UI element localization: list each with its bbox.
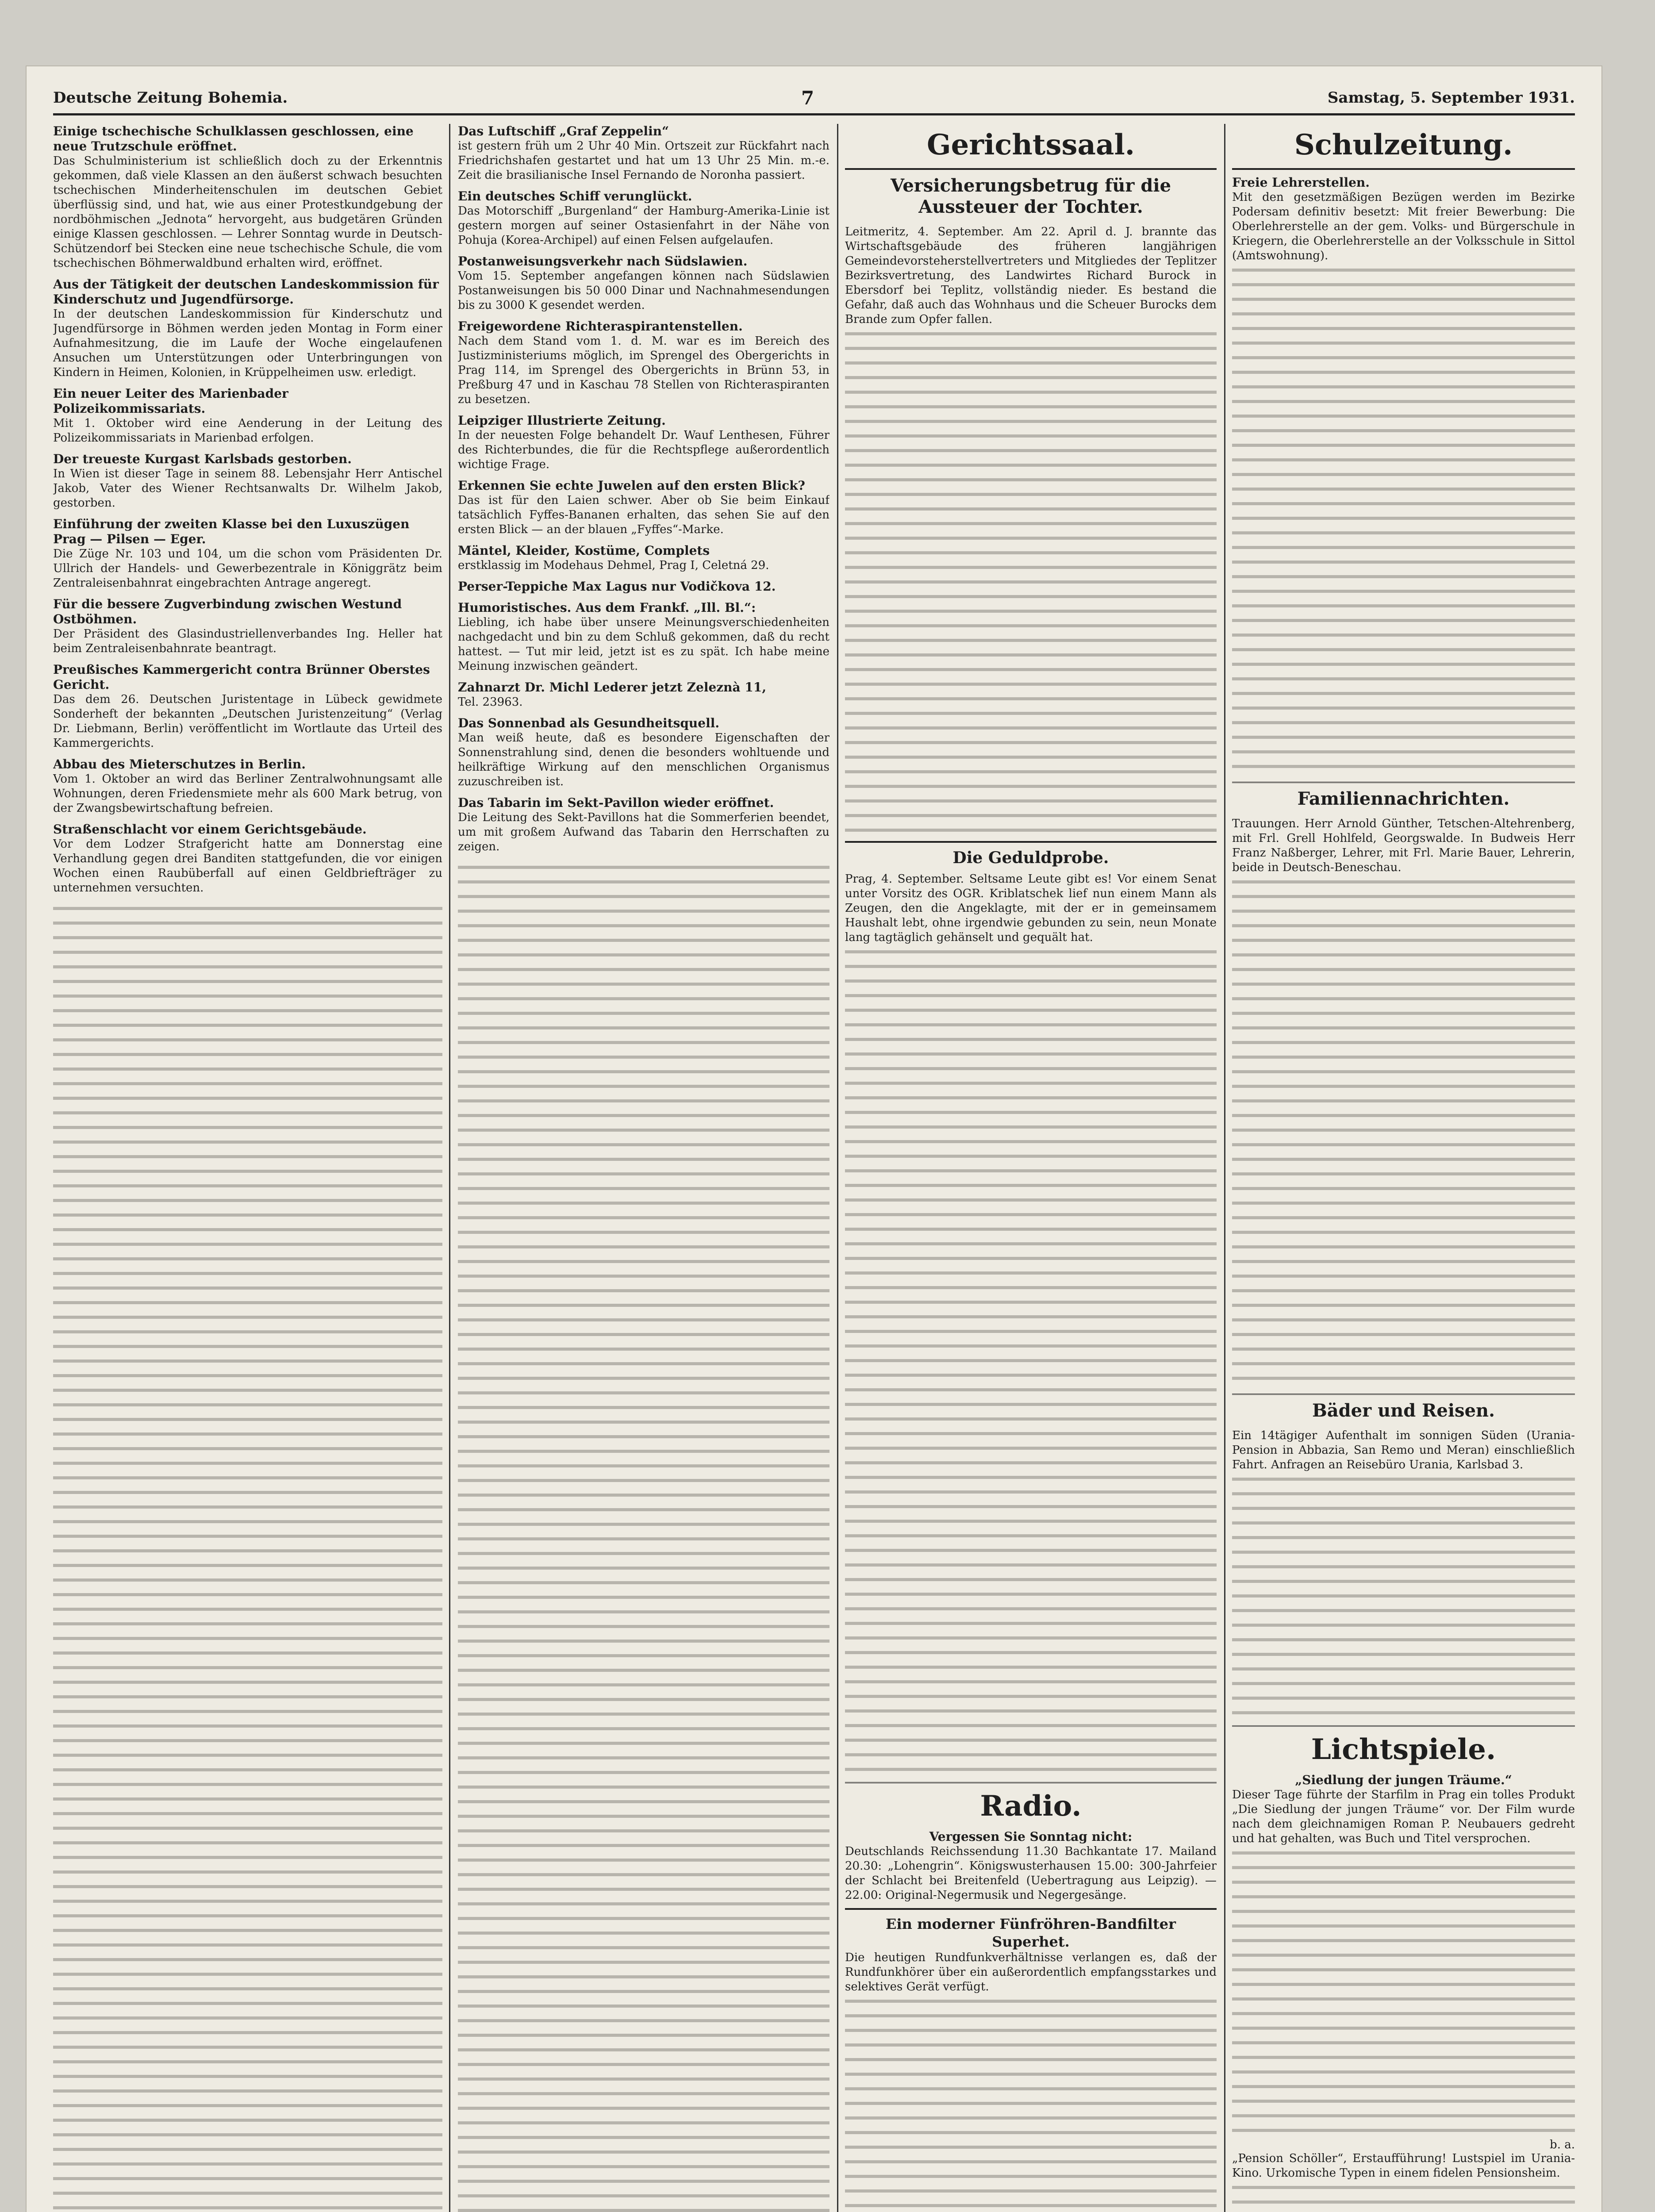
column-rule: [1224, 124, 1225, 2212]
ad-body: Das ist für den Laien schwer. Aber ob Sie beim Einkauf tatsächlich Fyffes-Bananen erhalten, das sehen Sie auf den ersten Blick — an der blauen „Fyffes“-Marke.: [458, 494, 829, 536]
article-headline: Freigewordene Richteraspirantenstellen.: [458, 319, 743, 334]
masthead: [53, 82, 1575, 115]
continued-text: [53, 902, 442, 2212]
continued-text: [1232, 875, 1575, 1388]
article-body: ist gestern früh um 2 Uhr 40 Min. Ortszeit zur Rückfahrt nach Friedrichshafen gestartet und hat um 13 Uhr 25 Min. m.-e. Zeit die brasilianische Insel Fernando de Noronha passiert.: [458, 139, 829, 182]
article-body: Vom 1. Oktober an wird das Berliner Zentralwohnungsamt alle Wohnungen, deren Friedensmiete mehr als 600 Mark betrug, von der Zwangsbewirtschaftung befreien.: [53, 772, 442, 815]
column-rule: [837, 124, 838, 2212]
masthead-paper-name: Deutsche Zeitung Bohemia.: [53, 89, 288, 107]
ad-body: Die heutigen Rundfunkverhältnisse verlangen es, daß der Rundfunkhörer über ein außerordentlich empfangsstarkes und selektives Gerät verfügt.: [845, 1951, 1217, 1993]
radio-subheadline: Vergessen Sie Sonntag nicht:: [929, 1829, 1133, 1844]
article-headline: Preußisches Kammergericht contra Brünner Oberstes Gericht.: [53, 662, 430, 692]
article-body: Die Leitung des Sekt-Pavillons hat die Sommerferien beendet, um mit großem Aufwand das Tabarin den Herrschaften zu zeigen.: [458, 811, 829, 853]
newspaper-page: [27, 66, 1601, 2212]
masthead-date: Samstag, 5. September 1931.: [1327, 89, 1575, 107]
article-body: Mit den gesetzmäßigen Bezügen werden im Bezirke Podersam definitiv besetzt: Mit freier Bewerbung: Die Oberlehrerstelle an der gem. Volks- und Bürgerschule in Kriegern, die Oberlehrerstelle an der Volksschule in Sittol (Amtswohnung).: [1232, 191, 1575, 262]
article-headline: Das Tabarin im Sekt-Pavillon wieder eröffnet.: [458, 795, 774, 810]
article-body: Leitmeritz, 4. September. Am 22. April d. J. brannte das Wirtschaftsgebäude des früheren langjährigen Gemeindevorsteherstellvertreters und Mitgliedes der Teplitzer Bezirksvertretung, des Landwirtes Richard Burock in Ebersdorf bei Teplitz, vollständig nieder. Es bestand die Gefahr, daß auch das Wohnhaus und die Scheuer Burocks dem Brande zum Opfer fallen.: [845, 225, 1217, 326]
ad-headline: Mäntel, Kleider, Kostüme, Complets: [458, 543, 710, 558]
continued-text: [845, 945, 1217, 1777]
advertisement: [458, 543, 829, 573]
article-body: „Pension Schöller“, Erstaufführung! Lustspiel im Urania-Kino. Urkomische Typen in einem fidelen Pensionsheim.: [1232, 2152, 1575, 2180]
ad-headline: Perser-Teppiche Max Lagus nur Vodičkova 12.: [458, 579, 776, 594]
article-body: Nach dem Stand vom 1. d. M. war es im Bereich des Justizministeriums möglich, im Sprengel des Obergerichts in Prag 114, im Sprengel des Obergerichts in Brünn 53, in Preßburg 47 und in Kaschau 78 Stellen von Richteraspiranten zu besetzen.: [458, 334, 829, 406]
page-number: 7: [801, 87, 814, 109]
article-body: Das Schulministerium ist schließlich doch zu der Erkenntnis gekommen, daß viele Klassen an den äußerst schwach besuchten tschechischen Minderheitenschulen im deutschen Gebiet überflüssig sind, und hat, wie aus einer Protestkundgebung der nordböhmischen „Jednota“ hervorgeht, aus budgetären Gründen einige Klassen geschlossen. — Lehrer Sonntag wurde in Deutsch-Schützendorf bei Stecken eine neue tschechische Schule, die vom tschechischen Böhmerwaldbund erhalten wird, eröffnet.: [53, 154, 442, 270]
continued-text: [1232, 2181, 1575, 2212]
article-headline: Einige tschechische Schulklassen geschlossen, eine neue Trutzschule eröffnet.: [53, 124, 414, 154]
continued-text: [845, 1994, 1217, 2212]
continued-text: [1232, 1472, 1575, 1720]
article-headline: Das Luftschiff „Graf Zeppelin“: [458, 124, 669, 138]
radio-program: Deutschlands Reichssendung 11.30 Bachkantate 17. Mailand 20.30: „Lohengrin“. Königswusterhausen 15.00: 300-Jahrfeier der Schlacht bei Breitenfeld (Uebertragung aus Leipzig). — 22.00: Original-Negermusik und Negergesänge.: [845, 1845, 1217, 1902]
article-body: Ein 14tägiger Aufenthalt im sonnigen Süden (Urania-Pension in Abbazia, San Remo und Meran) einschließlich Fahrt. Anfragen an Reisebüro Urania, Karlsbad 3.: [1232, 1429, 1575, 1471]
ad-headline: Erkennen Sie echte Juwelen auf den ersten Blick?: [458, 478, 805, 493]
article-body: In der neuesten Folge behandelt Dr. Wauf Lenthesen, Führer des Richterbundes, die für die Rechtspflege außerordentlich wichtige Frage.: [458, 429, 829, 471]
section-title-family: Familiennachrichten.: [1297, 788, 1510, 809]
article-body: In der deutschen Landeskommission für Kinderschutz und Jugendfürsorge in Böhmen werden jeden Montag in Form einer Aufnahmesitzung, die im Laufe der Woche eingelaufenen Ansuchen um Unterstützungen oder Unterbringungen von Kindern in Heimen, Kolonien, in Krüppelheimen usw. erledigt.: [53, 307, 442, 379]
divider: [845, 1782, 1217, 1783]
article: [53, 597, 442, 656]
article-body: Das dem 26. Deutschen Juristentage in Lübeck gewidmete Sonderheft der bekannten „Deutschen Juristenzeitung“ (Verlag Dr. Liebmann, Berlin) veröffentlicht im Wortlaute das Urteil des Kammergerichts.: [53, 693, 442, 750]
article: [53, 757, 442, 816]
author-signature: b. a.: [1550, 2138, 1575, 2151]
article-headline: Einführung der zweiten Klasse bei den Luxuszügen Prag — Pilsen — Eger.: [53, 517, 410, 546]
column-rule: [449, 124, 450, 2212]
article-headline: Ein neuer Leiter des Marienbader Polizeikommissariats.: [53, 386, 288, 416]
article: [458, 189, 829, 248]
article-headline: Der treueste Kurgast Karlsbads gestorben.: [53, 452, 352, 466]
continued-text: [845, 327, 1217, 836]
article-headline: Aus der Tätigkeit der deutschen Landeskommission für Kinderschutz und Jugendfürsorge.: [53, 277, 439, 307]
divider: [845, 1908, 1217, 1910]
article-headline: Ein deutsches Schiff verunglückt.: [458, 189, 692, 204]
article-body: Dieser Tage führte der Starfilm in Prag ein tolles Produkt „Die Siedlung der jungen Träume“ vor. Der Film wurde nach dem gleichnamigen Roman P. Neubauers gedreht und hat gehalten, was Buch und Titel versprochen.: [1232, 1788, 1575, 1845]
article-body: Die Züge Nr. 103 und 104, um die schon vom Präsidenten Dr. Ullrich der Handels- und Gewerbezentrale in Königgrätz beim Zentraleisenbahnrat eingebrachten Antrage angeregt.: [53, 547, 442, 590]
article-headline: Das Sonnenbad als Gesundheitsquell.: [458, 716, 720, 730]
advertisement: [458, 579, 829, 594]
article: [458, 600, 829, 674]
article-body: Das Motorschiff „Burgenland“ der Hamburg-Amerika-Linie ist gestern morgen auf seiner Ostasienfahrt in der Nähe von Pohuja (Korea-Archipel) auf einen Felsen aufgelaufen.: [458, 204, 829, 247]
continued-text: [458, 860, 829, 2212]
article-headline: Für die bessere Zugverbindung zwischen Westund Ostböhmen.: [53, 597, 402, 626]
article: [53, 517, 442, 591]
divider: [845, 168, 1217, 170]
divider: [845, 841, 1217, 843]
article: [458, 716, 829, 789]
ad-body: Tel. 23963.: [458, 695, 523, 709]
article-body: Trauungen. Herr Arnold Günther, Tetschen-Altehrenberg, mit Frl. Grell Hohlfeld, Georgswalde. In Budweis Herr Franz Naßberger, Lehrer, mit Frl. Marie Bauer, Lehrerin, beide in Deutsch-Beneschau.: [1232, 817, 1575, 874]
advertisement: [458, 478, 829, 537]
article: [458, 413, 829, 472]
article: [53, 822, 442, 895]
article: [458, 254, 829, 313]
section-title-radio: Radio.: [980, 1790, 1082, 1823]
article: [53, 386, 442, 445]
article-headline: Die Geduldprobe.: [952, 849, 1109, 867]
column-4: [1232, 124, 1575, 2212]
article: [53, 124, 442, 271]
article-body: Vor dem Lodzer Strafgericht hatte am Donnerstag eine Verhandlung gegen drei Banditen stattgefunden, die vor einigen Wochen einen Raubüberfall auf einen Geldbriefträger zu unternehmen versuchten.: [53, 837, 442, 895]
article-body: Man weiß heute, daß es besondere Eigenschaften der Sonnenstrahlung sind, denen die besonders wohltuende und heilkräftige Wirkung auf den menschlichen Organismus zuzuschreiben ist.: [458, 731, 829, 788]
divider: [1232, 1394, 1575, 1395]
article-body: Liebling, ich habe über unsere Meinungsverschiedenheiten nachgedacht und bin zu dem Schluß gekommen, daß du recht hattest. — Tut mir leid, jetzt ist es zu spät. Ich habe meine Meinung inzwischen geändert.: [458, 616, 829, 673]
article-body: In Wien ist dieser Tage in seinem 88. Lebensjahr Herr Antischel Jakob, Vater des Wiener Rechtsanwalts Dr. Wilhelm Jakob, gestorben.: [53, 467, 442, 510]
ad-body: erstklassig im Modehaus Dehmel, Prag I, Celetná 29.: [458, 559, 769, 572]
article-headline: Freie Lehrerstellen.: [1232, 175, 1370, 190]
article-headline: Humoristisches. Aus dem Frankf. „Ill. Bl.“:: [458, 600, 756, 615]
article-body: Vom 15. September angefangen können nach Südslawien Postanweisungen bis 50 000 Dinar und Nachnahmesendungen bis zu 3000 K gesendet werden.: [458, 269, 829, 312]
article-headline: Postanweisungsverkehr nach Südslawien.: [458, 254, 748, 269]
film-title: „Siedlung der jungen Träume.“: [1295, 1773, 1512, 1787]
section-title-court: Gerichtssaal.: [926, 128, 1135, 161]
continued-text: [1232, 263, 1575, 776]
ad-headline: Ein moderner Fünfröhren-Bandfilter Superhet.: [886, 1916, 1176, 1950]
continued-text: [1232, 1846, 1575, 2138]
article: [458, 319, 829, 407]
article-headline: Straßenschlacht vor einem Gerichtsgebäude.: [53, 822, 367, 837]
advertisement: [458, 680, 829, 710]
article: [53, 452, 442, 511]
section-title-school: Schulzeitung.: [1294, 128, 1513, 161]
article-headline: Abbau des Mieterschutzes in Berlin.: [53, 757, 306, 772]
column-1: [53, 124, 442, 2212]
article: [53, 662, 442, 751]
section-title-cinema: Lichtspiele.: [1311, 1733, 1496, 1766]
article-body: Der Präsident des Glasindustriellenverbandes Ing. Heller hat beim Zentraleisenbahnrate beantragt.: [53, 627, 442, 655]
article-body: Mit 1. Oktober wird eine Aenderung in der Leitung des Polizeikommissariats in Marienbad erfolgen.: [53, 417, 442, 445]
column-2: [458, 124, 829, 2212]
article: [458, 124, 829, 183]
article-headline: Versicherungsbetrug für die Aussteuer der Tochter.: [890, 175, 1171, 217]
column-3: [845, 124, 1217, 2212]
article: [458, 795, 829, 854]
ad-headline: Zahnarzt Dr. Michl Lederer jetzt Zeleznà 11,: [458, 680, 767, 695]
divider: [1232, 168, 1575, 170]
divider: [1232, 782, 1575, 783]
section-title-travel: Bäder und Reisen.: [1312, 1400, 1495, 1421]
article-headline: Leipziger Illustrierte Zeitung.: [458, 413, 666, 428]
divider: [1232, 1725, 1575, 1727]
article: [53, 277, 442, 380]
article-body: Prag, 4. September. Seltsame Leute gibt es! Vor einem Senat unter Vorsitz des OGR. Kriblatschek lief nun einem Mann als Zeugen, den die Angeklagte, mit der er in gemeinsamem Haushalt lebt, ohne irgendwie gebunden zu sein, neun Monate lang tagtäglich gehänselt und gequält hat.: [845, 872, 1217, 944]
